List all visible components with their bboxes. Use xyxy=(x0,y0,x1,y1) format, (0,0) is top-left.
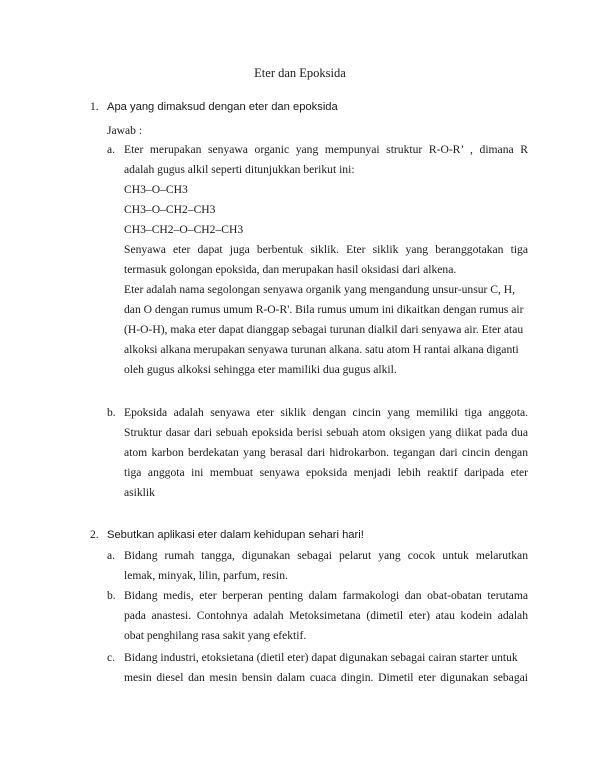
q1b-line: tiga anggota ini membuat senyawa epoksida menjadi lebih reaktif daripada eter xyxy=(124,466,528,479)
q1-question: Apa yang dimaksud dengan eter dan epoksida xyxy=(107,101,338,113)
q1a-line: Senyawa eter dapat juga berbentuk siklik. Eter siklik yang beranggotakan tiga xyxy=(124,243,528,256)
q1a-line: Eter merupakan senyawa organic yang mempunyai struktur R-O-R’ , dimana R xyxy=(124,143,528,156)
q2-question: Sebutkan aplikasi eter dalam kehidupan sehari hari! xyxy=(107,529,364,541)
q1a-marker: a. xyxy=(107,143,116,156)
q2b-line: pada anastesi. Contohnya adalah Metoksimetana (dimetil eter) atau kodein adalah xyxy=(124,609,528,622)
q1-number: 1. xyxy=(90,100,99,113)
q1b-line: Struktur dasar dari sebuah epoksida berisi sebuah atom oksigen yang diikat pada dua xyxy=(124,426,528,439)
q1a-line: dan O dengan rumus umum R-O-R'. Bila rumus umum ini dikaitkan dengan rumus air xyxy=(124,303,524,316)
q1a-line: oleh gugus alkoksi sehingga eter mamiliki dua gugus alkil. xyxy=(124,363,397,376)
formula-line: CH3–CH2–O–CH2–CH3 xyxy=(124,223,244,236)
q2b-line: Bidang medis, eter berperan penting dalam farmakologi dan obat-obatan terutama xyxy=(124,589,528,602)
q2a-marker: a. xyxy=(107,549,116,562)
q2b-marker: b. xyxy=(107,589,116,602)
q2a-line: Bidang rumah tangga, digunakan sebagai pelarut yang cocok untuk melarutkan xyxy=(124,549,528,562)
q2b-line: obat penghilang rasa sakit yang efektif. xyxy=(124,629,307,642)
q1-answer-label: Jawab : xyxy=(107,124,143,137)
q1a-line: Eter adalah nama segolongan senyawa organik yang mengandung unsur-unsur C, H, xyxy=(124,283,516,296)
q2a-line: lemak, minyak, lilin, parfum, resin. xyxy=(124,569,288,582)
q2c-line: mesin diesel dan mesin bensin dalam cuaca dingin. Dimetil eter digunakan sebagai xyxy=(124,671,528,684)
q1b-marker: b. xyxy=(107,406,116,419)
q1b-line: asiklik xyxy=(124,486,155,499)
q2c-line: Bidang industri, etoksietana (dietil eter) dapat digunakan sebagai cairan starter untuk xyxy=(124,651,518,664)
q1b-line: atom karbon berdekatan yang berasal dari hidrokarbon. tegangan dari cincin dengan xyxy=(124,446,528,459)
q2-number: 2. xyxy=(90,528,99,541)
q1a-line: adalah gugus alkil seperti ditunjukkan berikut ini: xyxy=(124,163,355,176)
q1a-line: termasuk golongan epoksida, dan merupakan hasil oksidasi dari alkena. xyxy=(124,263,457,276)
formula-line: CH3–O–CH2–CH3 xyxy=(124,203,216,216)
q2c-marker: c. xyxy=(107,651,116,664)
page-title: Eter dan Epoksida xyxy=(254,66,346,80)
q1b-line: Epoksida adalah senyawa eter siklik dengan cincin yang memiliki tiga anggota. xyxy=(124,406,528,419)
q1a-line: (H-O-H), maka eter dapat dianggap sebagai turunan dialkil dari senyawa air. Eter atau xyxy=(124,323,524,336)
formula-line: CH3–O–CH3 xyxy=(124,183,188,196)
q1a-line: alkoksi alkana merupakan senyawa turunan alkana. satu atom H rantai alkana diganti xyxy=(124,343,519,356)
